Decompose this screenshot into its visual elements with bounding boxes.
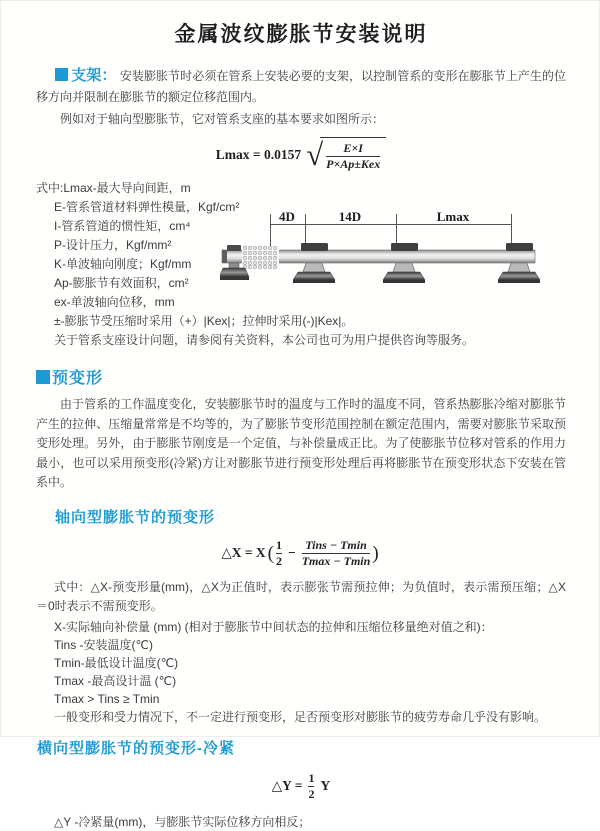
blue-square-icon xyxy=(36,370,50,384)
axial-subheading: 轴向型膨胀节的预变形 xyxy=(55,508,216,526)
close-paren: ) xyxy=(372,542,379,564)
half-numerator: 1 xyxy=(276,537,282,552)
dim-label-14d: 14D xyxy=(338,209,362,224)
temp-denominator: Tmax − Tmin xyxy=(301,553,371,568)
definitions-block xyxy=(36,179,566,350)
definition-item: Ap-膨胀节有效面积，cm² xyxy=(54,276,189,290)
radicand xyxy=(320,137,386,172)
definition-item: I-管系管道的惯性矩，cm⁴ xyxy=(54,219,191,233)
axial-definition-list xyxy=(36,618,566,726)
half-numerator: 1 xyxy=(308,770,315,785)
page-title: 金属波纹膨胀节安装说明 xyxy=(174,23,428,46)
support-example-line: 例如对于轴向型膨胀节，它对管系支座的基本要求如图所示： xyxy=(60,112,385,126)
support-heading: 支架： xyxy=(71,67,117,84)
lmax-formula xyxy=(36,137,566,172)
axial-item: X-实际轴向补偿量 (mm) (相对于膨胀节中间状态的拉伸和压缩位移量绝对值之和)： xyxy=(54,619,493,634)
dim-label-lmax: Lmax xyxy=(436,209,470,224)
dimension-lines xyxy=(270,214,512,246)
axial-formula-lhs: △X = X xyxy=(221,545,266,560)
half-denominator: 2 xyxy=(276,553,282,568)
support-section-label xyxy=(55,67,116,84)
blue-square-icon xyxy=(55,68,68,81)
fraction-numerator: E×I xyxy=(343,141,363,155)
axial-item: 一般变形和受力情况下，不一定进行预变形，足否预变形对膨胀节的疲劳寿命几乎没有影响。 xyxy=(54,709,547,724)
kex-note: ±-膨胀节受压缩时采用（+）|Kex|；拉伸时采用(-)|Kex|。 xyxy=(54,314,354,328)
lateral-subheading: 横向型膨胀节的预变形-冷紧 xyxy=(37,739,235,757)
bellows-section xyxy=(242,246,279,269)
definition-item: ex-单波轴向位移，mm xyxy=(54,295,175,309)
definition-item: K-单波轴向刚度；Kgf/mm xyxy=(54,257,192,271)
axial-formula xyxy=(36,538,566,569)
support-intro-paragraph xyxy=(36,65,566,108)
axial-explain-paragraph: 式中：△X-预变形量(mm)，△X为正值时，表示膨张节需预拉伸；为负值时，表示需预压缩；△X＝0时表示不需预变形。 xyxy=(36,579,566,613)
lateral-formula xyxy=(36,771,566,802)
open-paren: ( xyxy=(267,542,274,564)
definitions-lead: 式中:Lmax-最大导向间距，m xyxy=(36,181,191,195)
axial-item: Tmax > Tins ≥ Tmin xyxy=(54,691,160,706)
axial-item: Tmax -最高设计温 (℃) xyxy=(54,673,177,688)
half-fraction xyxy=(308,771,314,802)
predeform-paragraph: 由于管系的工作温度变化，安装膨胀节时的温度与工作时的温度不同，管系热膨胀冷缩对膨胀节产生的拉伸、压缩量常常是不均等的，为了膨胀节变形范围控制在额定范围内，需要对膨胀节采取预变形处理。另外，由于膨胀节刚度是一个定值，与补偿量成正比。为了使膨胀节位移对管系的作用力最小，也可以采用预变形(冷紧)方让对膨胀节进行预变形处理后再将膨胀节在预变形状态下安装在管系中。 xyxy=(36,397,566,489)
pipe-support-diagram xyxy=(220,208,568,300)
half-fraction xyxy=(276,538,282,569)
temperature-fraction xyxy=(302,538,371,569)
lmax-formula-lhs: Lmax = 0.0157 xyxy=(215,146,302,162)
predeform-heading-row xyxy=(36,365,566,388)
temp-numerator: Tins − Tmin xyxy=(305,537,367,552)
support-intro-text: 安装膨胀节时必须在管系上安装必要的支架，以控制管系的变形在膨胀节上产生的位移方向并限制在膨胀节的额定位移范围内。 xyxy=(36,69,566,104)
lateral-formula-rhs: Y xyxy=(320,778,331,793)
axial-item: Tmin-最低设计温度(℃) xyxy=(54,655,179,670)
lmax-fraction xyxy=(326,141,380,172)
definition-item: P-设计压力，Kgf/mm² xyxy=(54,238,172,252)
consult-note: 关于管系支座设计问题，请参阅有关资料，本公司也可为用户提供咨询等服务。 xyxy=(54,333,475,347)
half-denominator: 2 xyxy=(308,786,315,801)
predeform-heading: 预变形 xyxy=(52,370,104,387)
dimension-labels xyxy=(279,209,470,224)
minus-sign: − xyxy=(288,545,296,560)
definition-item: E-管系管道材料弹性模量，Kgf/cm² xyxy=(54,200,240,214)
axial-item: Tins -安装温度(℃) xyxy=(54,637,154,652)
fraction-denominator: P×Ap±Kex xyxy=(326,157,381,171)
lateral-formula-lhs: △Y = xyxy=(271,778,303,793)
dim-label-4d: 4D xyxy=(279,209,295,224)
sqrt-glyph: √ xyxy=(306,137,324,173)
lateral-note: △Y -冷紧量(mm)，与膨胀节实际位移方向相反； xyxy=(54,814,311,829)
radical-sign xyxy=(306,137,386,172)
pipe-end-cap xyxy=(222,250,227,263)
